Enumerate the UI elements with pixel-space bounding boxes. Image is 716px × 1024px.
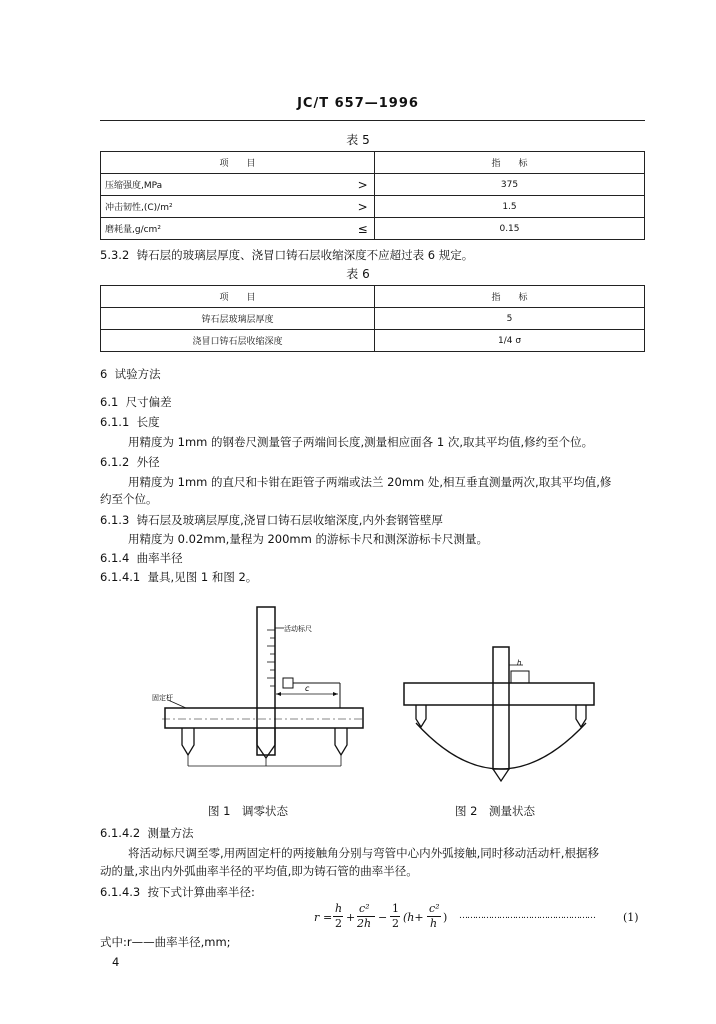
section-title: 按下式计算曲率半径: — [147, 885, 255, 899]
standard-code: JC/T 657—1996 — [297, 96, 419, 111]
table5-item: 冲击韧性,(C)/m² — [101, 196, 352, 218]
section-6-1-1-body: 用精度为 1mm 的钢卷尺测量管子两端间长度,测量相应面各 1 次,取其平均值,修约至个位。 — [128, 435, 594, 449]
section-title: 测量方法 — [147, 826, 194, 840]
formula-c2-num-inner: c² — [429, 902, 440, 915]
formula-equals: = — [323, 911, 333, 924]
section-6-1-3-heading — [100, 512, 443, 528]
table5-caption: 表 5 — [346, 133, 370, 147]
formula-plus: + — [346, 911, 356, 924]
section-number: 6.1.4 — [100, 551, 130, 565]
formula-paren-close: ) — [443, 911, 448, 924]
sliding-ruler-label: 活动标尺 — [284, 625, 312, 633]
table5-value: 0.15 — [375, 218, 645, 240]
formula-one-num: 1 — [392, 902, 399, 915]
section-6-1-1-heading — [100, 414, 160, 430]
table5-op: ≤ — [351, 218, 374, 240]
clause-5-3-2 — [100, 247, 473, 263]
section-title: 长度 — [136, 415, 160, 429]
formula-2h-den: 2h — [357, 917, 372, 930]
section-title: 外径 — [136, 455, 160, 469]
figure-1-gauge — [150, 600, 370, 780]
table6-head-index: 指 标 — [375, 286, 645, 308]
clause-text: 铸石层的玻璃层厚度、浇冒口铸石层收缩深度不应超过表 6 规定。 — [136, 248, 474, 262]
formula-two-den: 2 — [392, 917, 399, 930]
formula-leader-dots: …………………………………………… — [459, 911, 595, 921]
sliding-ruler — [493, 647, 509, 769]
section-title: 铸石层及玻璃层厚度,浇冒口铸石层收缩深度,内外套钢管壁厚 — [136, 513, 443, 527]
section-6-1-4-heading — [100, 550, 183, 566]
page-number: 4 — [112, 955, 120, 969]
dimension-c-label: c — [305, 684, 310, 693]
figure-1-caption: 图 1 调零状态 — [208, 804, 288, 818]
table6-header-row — [101, 286, 645, 308]
table5-header-row — [101, 152, 645, 174]
formula-number: (1) — [623, 911, 639, 924]
section-number: 6 — [100, 367, 108, 381]
header-rule — [100, 120, 645, 121]
table5-value: 375 — [375, 174, 645, 196]
dimension-arrow-left — [276, 692, 281, 696]
table5 — [100, 151, 645, 240]
formula-two-den: 2 — [335, 917, 342, 930]
section-title: 尺寸偏差 — [125, 395, 172, 409]
ruler-clamp — [511, 671, 529, 683]
fixed-rod — [404, 683, 594, 705]
table6-value: 5 — [375, 308, 645, 330]
section-title: 曲率半径 — [136, 551, 183, 565]
dimension-arrow-right — [333, 692, 338, 696]
section-number: 6.1.2 — [100, 455, 130, 469]
ruler-clamp — [283, 678, 293, 688]
table5-op: > — [351, 196, 374, 218]
section-6-1-3-body: 用精度为 0.02mm,量程为 200mm 的游标卡尺和测深游标卡尺测量。 — [128, 532, 488, 546]
pipe-arc — [416, 723, 586, 769]
contact-pins — [182, 728, 347, 758]
fixed-rod — [165, 708, 363, 728]
table-row — [101, 196, 645, 218]
table6-caption: 表 6 — [346, 267, 370, 281]
formula-c2-num: c² — [359, 902, 370, 915]
section-6-1-4-1-heading — [100, 569, 257, 585]
sliding-ruler — [257, 607, 275, 755]
table6-item: 浇冒口铸石层收缩深度 — [101, 330, 375, 352]
section-6-heading — [100, 366, 161, 382]
table5-value: 1.5 — [375, 196, 645, 218]
fixed-rod-label: 固定杆 — [152, 694, 173, 702]
figure-2-caption: 图 2 测量状态 — [455, 804, 535, 818]
dimension-h-label: h — [517, 659, 522, 667]
section-6-1-2-body: 用精度为 1mm 的直尺和卡钳在距管子两端或法兰 20mm 处,相互垂直测量两次,取其平均值,修 — [128, 475, 612, 489]
formula-minus: − — [378, 911, 388, 924]
table-row — [101, 174, 645, 196]
table5-item: 磨耗量,g/cm² — [101, 218, 352, 240]
section-title: 试验方法 — [114, 367, 161, 381]
section-6-1-4-2-heading — [100, 825, 194, 841]
table6-value: 1/4 σ — [375, 330, 645, 352]
table5-item: 压缩强度,MPa — [101, 174, 352, 196]
section-number: 6.1.1 — [100, 415, 130, 429]
formula-h-den: h — [430, 917, 438, 930]
section-number: 6.1.4.2 — [100, 826, 141, 840]
ruler-ticks — [267, 630, 275, 686]
section-number: 6.1.4.3 — [100, 885, 141, 899]
clause-number: 5.3.2 — [100, 248, 130, 262]
section-6-1-4-2-body: 将活动标尺调至零,用两固定杆的两接触角分别与弯管中心内外弧接触,同时移动活动杆,根据移 — [128, 846, 599, 860]
section-number: 6.1.3 — [100, 513, 130, 527]
table6-item: 铸石层玻璃层厚度 — [101, 308, 375, 330]
section-6-1-4-2-body-cont: 动的量,求出内外弧曲率半径的平均值,即为铸石管的曲率半径。 — [100, 864, 418, 878]
formula-h-num: h — [335, 902, 343, 915]
formula-paren-open: (h+ — [403, 911, 424, 924]
formula-1 — [314, 902, 649, 932]
section-title: 量具,见图 1 和图 2。 — [147, 570, 258, 584]
section-number: 6.1 — [100, 395, 119, 409]
section-number: 6.1.4.1 — [100, 570, 141, 584]
where-clause: 式中:r——曲率半径,mm; — [100, 935, 231, 949]
table6-head-item: 项 目 — [101, 286, 375, 308]
formula-r: r — [314, 911, 320, 924]
table-row — [101, 218, 645, 240]
figure-2-gauge — [400, 615, 610, 785]
table5-head-item: 项 目 — [101, 152, 375, 174]
section-6-1-heading — [100, 394, 172, 410]
table-row — [101, 330, 645, 352]
section-6-1-2-body-cont: 约至个位。 — [100, 492, 158, 506]
table5-op: > — [351, 174, 374, 196]
table5-head-index: 指 标 — [375, 152, 645, 174]
table6 — [100, 285, 645, 352]
section-6-1-4-3-heading — [100, 884, 255, 900]
table-row — [101, 308, 645, 330]
section-6-1-2-heading — [100, 454, 160, 470]
